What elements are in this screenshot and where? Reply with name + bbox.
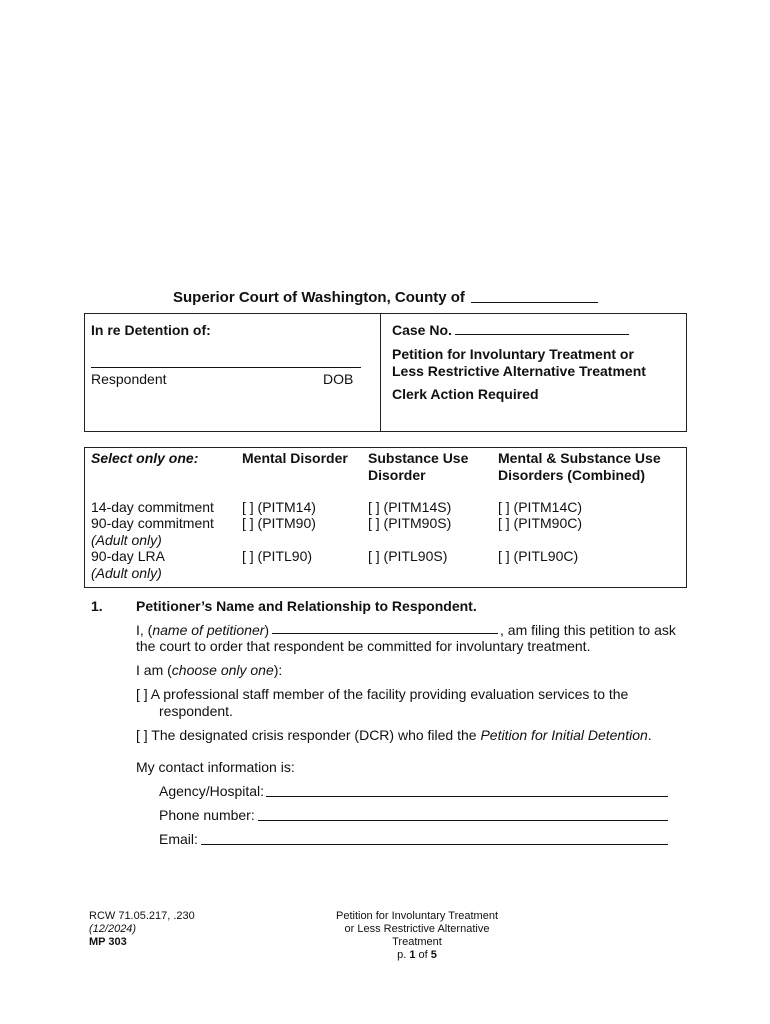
col-header-combined-line1: Mental & Substance Use: [498, 450, 661, 466]
i-am-suffix: ):: [273, 662, 283, 678]
section1-number: 1.: [91, 598, 103, 614]
contact-intro: My contact information is:: [136, 759, 295, 775]
i-am-prefix: I am (: [136, 662, 172, 678]
footer-page-number: [317, 949, 517, 962]
petitioner-line-suffix: , am filing this petition to ask: [500, 622, 676, 638]
petitioner-line: [136, 622, 269, 638]
county-blank[interactable]: [471, 302, 598, 303]
checkbox-pitl90c[interactable]: [ ] (PITL90C): [498, 548, 579, 564]
page-prefix: p.: [397, 949, 410, 961]
phone-label: Phone number:: [159, 807, 255, 823]
option-dcr-prefix: [ ] The designated crisis responder (DCR) who filed the: [136, 727, 481, 743]
petition-title-line1: Petition for Involuntary Treatment or: [392, 346, 634, 362]
footer-center-line1: Petition for Involuntary Treatment: [335, 910, 499, 922]
option-dcr-italic: Petition for Initial Detention: [480, 727, 648, 743]
checkbox-pitm14c[interactable]: [ ] (PITM14C): [498, 499, 583, 515]
option-dcr-suffix: .: [647, 727, 652, 743]
footer-rcw: RCW 71.05.217, .230: [89, 910, 195, 922]
checkbox-pitm90[interactable]: [ ] (PITM90): [242, 515, 316, 531]
section1-heading: Petitioner’s Name and Relationship to Respondent.: [136, 598, 477, 614]
petitioner-line-prefix: I, (: [136, 622, 153, 638]
row-90day-label: 90-day commitment: [91, 515, 214, 531]
checkbox-pitm14[interactable]: [ ] (PITM14): [242, 499, 316, 515]
petition-title-line2: Less Restrictive Alternative Treatment: [392, 363, 646, 379]
option-dcr-checkbox[interactable]: [136, 727, 652, 743]
row-90day-lra-label: 90-day LRA: [91, 548, 165, 564]
col-header-substance-line2: Disorder: [368, 467, 426, 483]
option-staff-member-line2: respondent.: [159, 703, 233, 719]
checkbox-pitl90s[interactable]: [ ] (PITL90S): [368, 548, 448, 564]
petitioner-line-italic: name of petitioner: [152, 622, 265, 638]
petition-purpose-line: the court to order that respondent be committed for involuntary treatment.: [136, 638, 591, 654]
email-blank[interactable]: [201, 844, 668, 845]
court-title-text: Superior Court of Washington, County of: [173, 289, 465, 306]
petitioner-line-close: ): [264, 622, 270, 638]
petitioner-name-blank[interactable]: [272, 633, 498, 634]
col-header-substance-line1: Substance Use: [368, 450, 469, 466]
footer-date: (12/2024): [89, 923, 137, 935]
respondent-name-blank[interactable]: [91, 367, 361, 368]
footer-center: [317, 910, 517, 962]
checkbox-pitm90c[interactable]: [ ] (PITM90C): [498, 515, 583, 531]
footer-center-line2: or Less Restrictive Alternative: [344, 923, 490, 935]
case-no-blank[interactable]: [455, 334, 629, 335]
row-90day-lra-note: (Adult only): [91, 565, 162, 581]
email-label: Email:: [159, 831, 198, 847]
col-header-combined-line2: Disorders (Combined): [498, 467, 646, 483]
row-14day-label: 14-day commitment: [91, 499, 214, 515]
phone-blank[interactable]: [258, 820, 668, 821]
select-only-one-label: Select only one:: [91, 450, 199, 466]
in-re-label: In re Detention of:: [91, 322, 211, 338]
case-no-label: Case No.: [392, 322, 452, 338]
i-am-line: [136, 662, 282, 678]
court-title: [173, 289, 465, 306]
page-current: 1: [409, 949, 416, 961]
respondent-label: Respondent: [91, 371, 167, 387]
row-90day-note: (Adult only): [91, 532, 162, 548]
dob-label: DOB: [323, 371, 354, 387]
page-of: of: [415, 949, 431, 961]
caption-divider: [380, 313, 381, 432]
checkbox-pitm14s[interactable]: [ ] (PITM14S): [368, 499, 452, 515]
col-header-mental: Mental Disorder: [242, 450, 348, 466]
clerk-action-label: Clerk Action Required: [392, 386, 539, 402]
i-am-italic: choose only one: [171, 662, 274, 678]
option-staff-member-checkbox[interactable]: [ ] A professional staff member of the facility providing evaluation services to the: [136, 686, 629, 702]
page-total: 5: [430, 949, 437, 961]
agency-label: Agency/Hospital:: [159, 783, 265, 799]
checkbox-pitm90s[interactable]: [ ] (PITM90S): [368, 515, 452, 531]
footer-center-line3: Treatment: [392, 936, 442, 948]
checkbox-pitl90[interactable]: [ ] (PITL90): [242, 548, 313, 564]
agency-blank[interactable]: [266, 796, 668, 797]
footer-form-no: MP 303: [89, 936, 127, 948]
